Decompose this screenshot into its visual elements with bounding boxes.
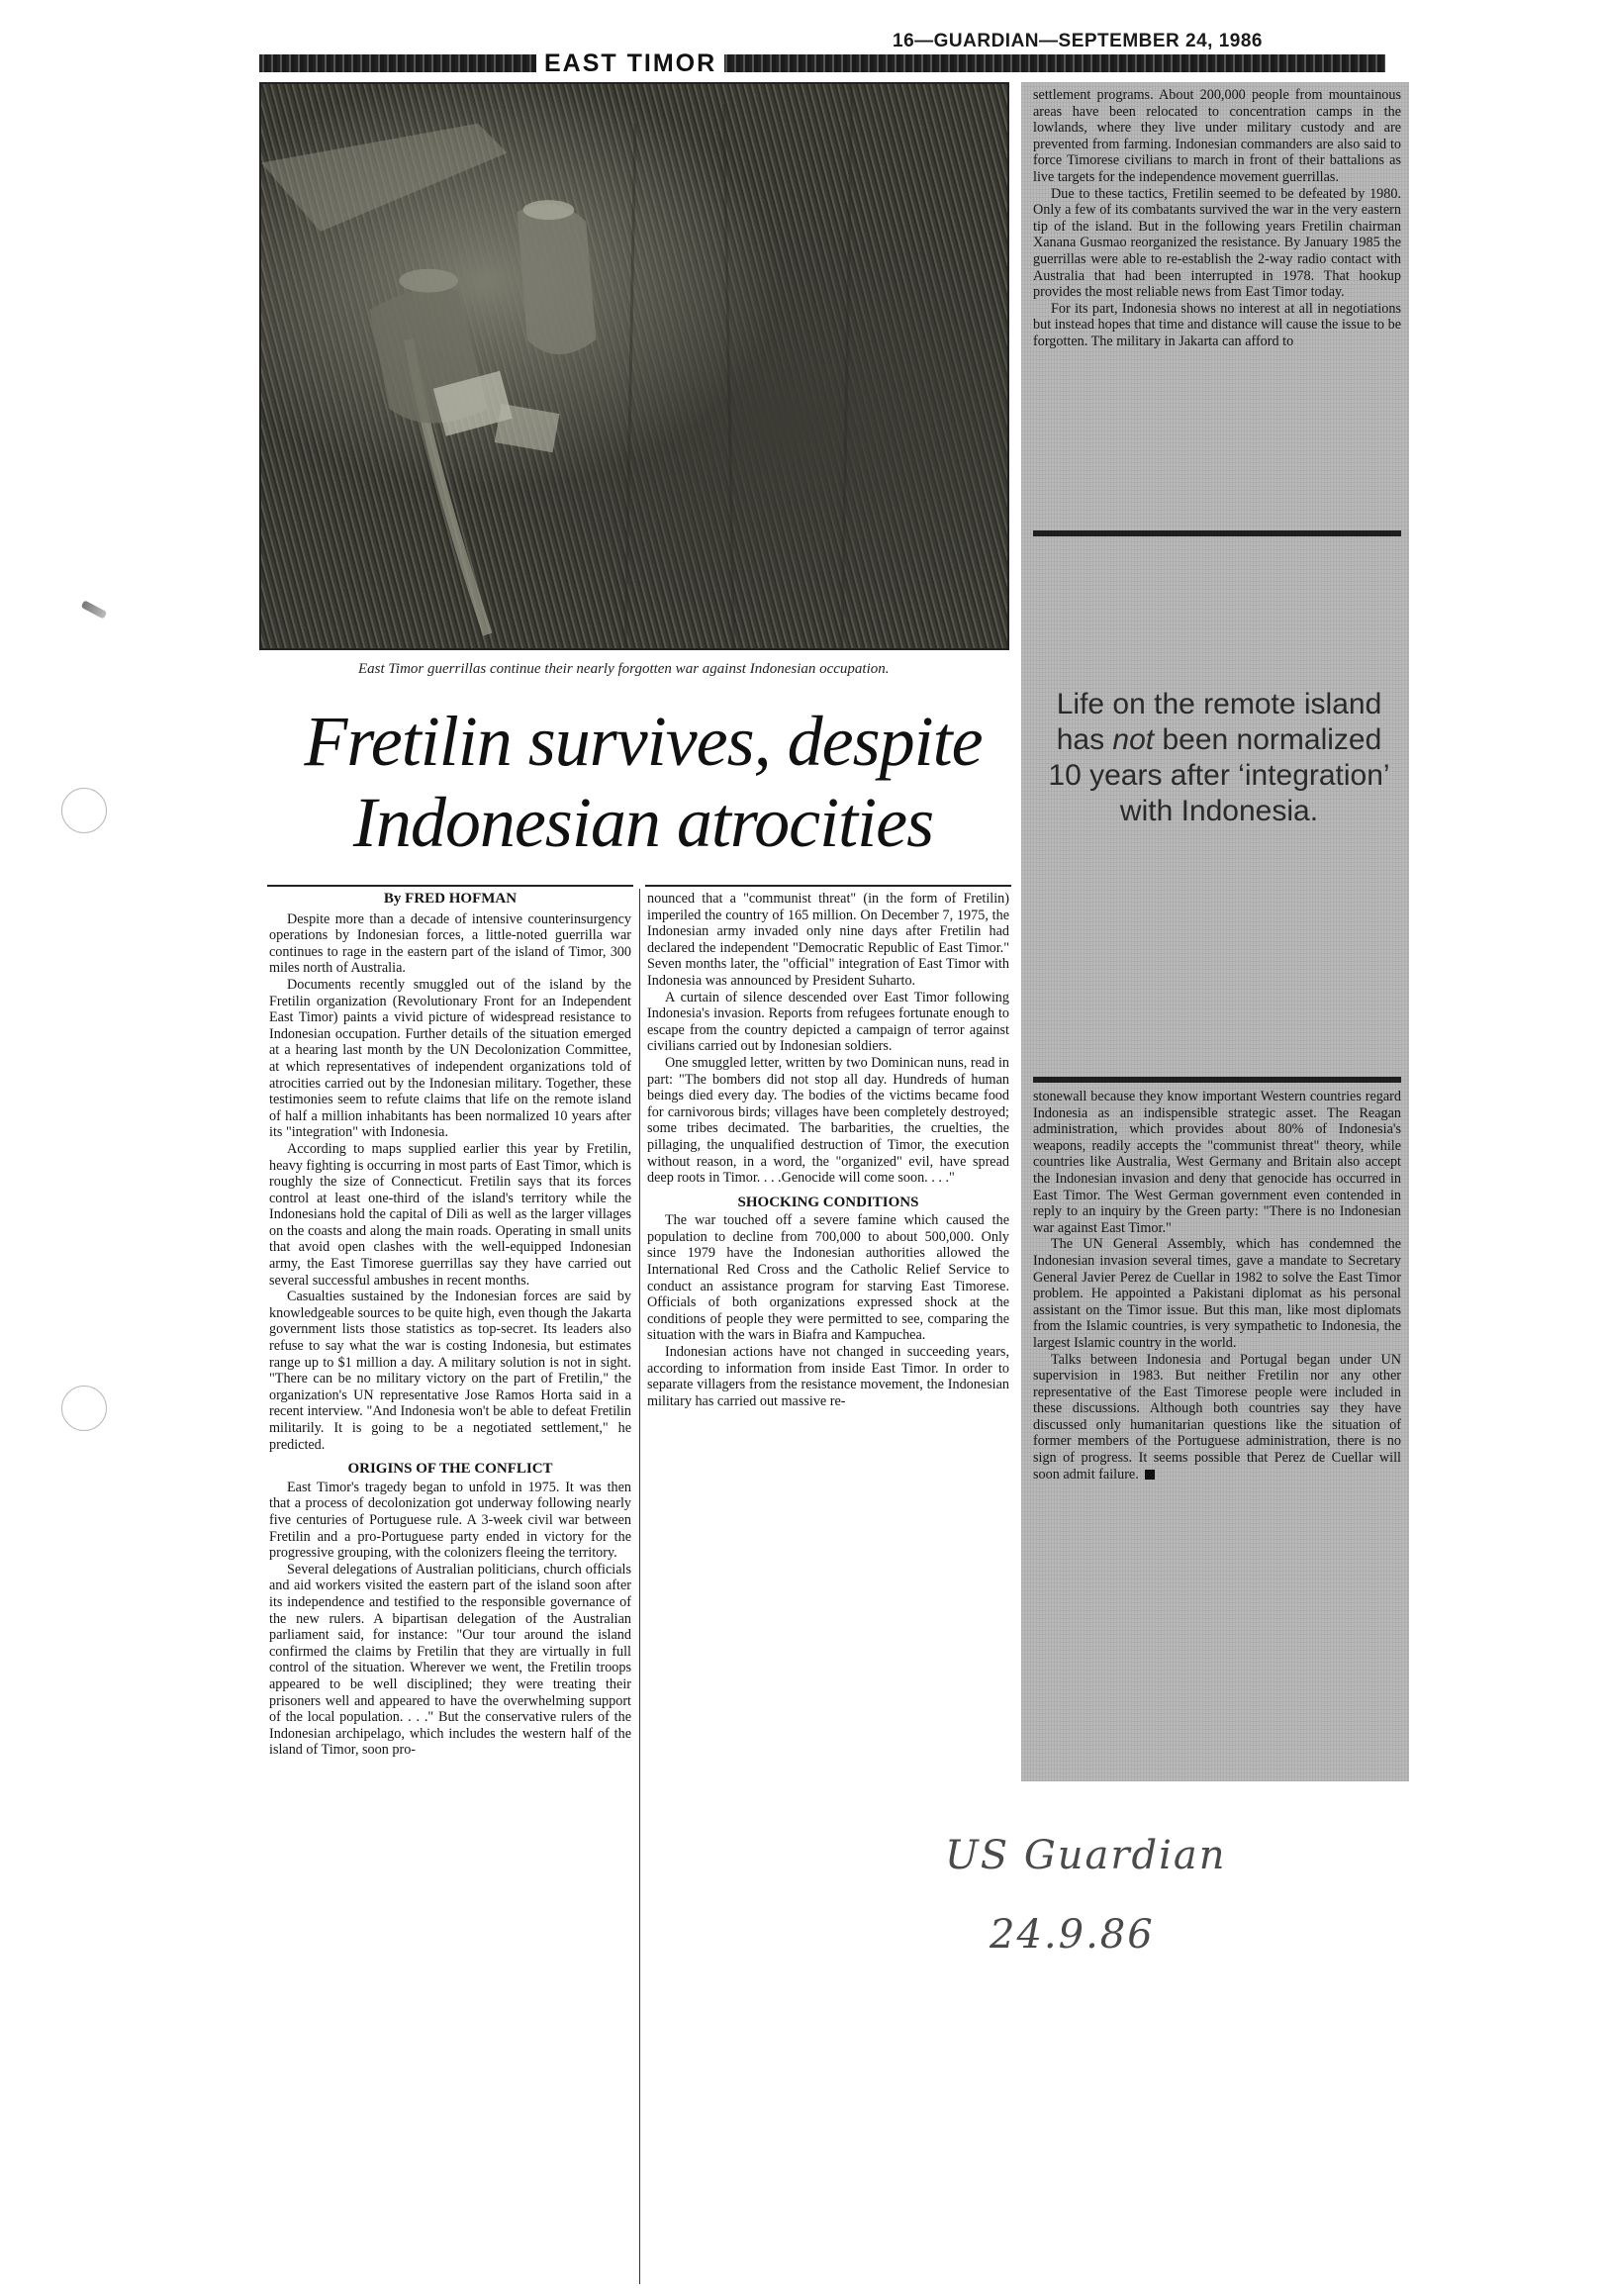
pullquote-rule-top bbox=[1033, 530, 1401, 536]
pullquote-text-1: Life on the remote island has bbox=[1056, 688, 1382, 756]
article-column-1 bbox=[269, 891, 631, 1759]
paragraph bbox=[1033, 1352, 1401, 1483]
newspaper-clipping bbox=[259, 28, 1415, 2264]
paragraph: The UN General Assembly, which has condemned the Indonesian invasion several times, gave a mandate to Secretary General Javier Perez de Cuellar in 1982 to solve the East Timor problem. He appointed a Pakistani diplomat as his personal assistant on the Timor issue. But this man, like most diplomats from the Islamic countries, is very sympathetic to Indonesia, the largest Islamic country in the world. bbox=[1033, 1236, 1401, 1351]
paragraph: Casualties sustained by the Indonesian forces are said by knowledgeable sources to be quite high, even though the Jakarta government lists those statistics as top-secret. Its leaders also refuse to say what the war is costing Indonesia, but estimates range up to $1 million a day. A military solution is not in sight. "There can be no military victory on the part of Fretilin," the organization's UN representative Jose Ramos Horta said in a recent interview. "And Indonesia won't be able to defeat Fretilin militarily. It is going to be a negotiated settlement," he predicted. bbox=[269, 1289, 631, 1453]
headline-line-1: Fretilin survives, despite bbox=[304, 702, 983, 781]
paragraph: Despite more than a decade of intensive counterinsurgency operations by Indonesian forces, a little-noted guerrilla war continues to rage in the eastern part of the island of Timor, 300 miles north of Australia. bbox=[269, 910, 631, 977]
paragraph: According to maps supplied earlier this year by Fretilin, heavy fighting is occurring in most parts of East Timor, which is roughly the size of Connecticut. Fretilin says that its forces control at least one-third of the island's territory while the Indonesians hold the capital of Dili as well as the larger villages on the coasts and along the main roads. Operating in small units that avoid open clashes with the well-equipped Indonesian army, the East Timorese guerrillas say they have carried out several successful ambushes in recent months. bbox=[269, 1140, 631, 1289]
subheading-shocking: SHOCKING CONDITIONS bbox=[737, 1194, 919, 1210]
paragraph: Several delegations of Australian politicians, church officials and aid workers visited the eastern part of the island soon after its independence and testified to the responsible governance of the new rulers. A bipartisan delegation of the Australian parliament said, for instance: "Our tour around the island confirmed the claims by Fretilin that they are virtually in full control of the situation. Wherever we went, the Fretilin troops appeared to be well disciplined; they were treating their prisoners well and appeared to have the overwhelming support of the local population. . . ." But the conservative rulers of the Indonesian archipelago, which includes the western half of the island of Timor, soon pro- bbox=[269, 1561, 631, 1759]
paragraph: Documents recently smuggled out of the island by the Fretilin organization (Revolutionary Front for an Independent East Timor) paints a vivid picture of widespread resistance to Indonesian occupation. Further details of the situation emerged at a hearing last month by the UN Decolonization Committee, at which representatives of independent organizations told of atrocities carried out by the Indonesian military. Together, these testimonies seem to refute claims that life on the remote island of half a million inhabitants has been normalized 10 years after its "integration" with Indonesia. bbox=[269, 976, 631, 1141]
headline-line-2: Indonesian atrocities bbox=[352, 783, 934, 862]
column-rule-top-left bbox=[267, 885, 633, 887]
column-rule-top-mid bbox=[645, 885, 1011, 887]
handwritten-date: 24.9.86 bbox=[990, 1912, 1155, 1958]
paragraph: A curtain of silence descended over East Timor following Indonesia's invasion. Reports from refugees fortunate enough to escape from the country depicted a campaign of terror against civilians carried out by Indonesian soldiers. bbox=[647, 989, 1009, 1055]
dateline: 16—GUARDIAN—SEPTEMBER 24, 1986 bbox=[893, 31, 1263, 51]
paragraph: Due to these tactics, Fretilin seemed to be defeated by 1980. Only a few of its combatants survived the war in the very eastern tip of the island. But in the following years Fretilin chairman Xanana Gusmao reorganized the resistance. By January 1985 the guerrillas were able to re-establish the 2-way radio contact with Australia that had been interrupted in 1978. That hookup provides the most reliable news from East Timor today. bbox=[1033, 185, 1401, 301]
punch-hole-top bbox=[61, 788, 107, 833]
paragraph: For its part, Indonesia shows no interest at all in negotiations but instead hopes that time and distance will cause the issue to be forgotten. The military in Jakarta can afford to bbox=[1033, 300, 1401, 349]
section-bar bbox=[259, 54, 1385, 72]
end-mark bbox=[1145, 1470, 1155, 1480]
pencil-mark bbox=[81, 600, 108, 619]
column-divider-1 bbox=[639, 889, 640, 2284]
paragraph: settlement programs. About 200,000 people from mountainous areas have been relocated to concentration camps in the lowlands, where they live under military custody and are prevented from farming. Indonesian commanders are also said to force Timorese civilians to march in front of their battalions as live targets for the independence movement guerrillas. bbox=[1033, 87, 1401, 185]
article-column-2 bbox=[647, 891, 1009, 1409]
paragraph: stonewall because they know important Western countries regard Indonesia as an indispensible strategic asset. The Reagan administration, which provides about 80% of Indonesia's weapons, readily accepts the "communist threat" theory, while countries like Australia, West Germany and Britain also accept the Indonesian invasion and deny that genocide has occurred in East Timor. The West German government even contended in reply to an inquiry by the Green party: "There is no Indonesian war against East Timor." bbox=[1033, 1089, 1401, 1236]
section-label: EAST TIMOR bbox=[536, 51, 724, 75]
paragraph-text: Talks between Indonesia and Portugal began under UN supervision in 1983. But neither Fretilin nor any other representative of the East Timorese people were included in these discussions. Although both countries say they have discussed only humanitarian questions like the situation of former members of the Portuguese administration, there is no sign of progress. It seems possible that Perez de Cuellar will soon admit failure. bbox=[1033, 1351, 1401, 1483]
photo-illustration bbox=[261, 84, 1007, 648]
punch-hole-bottom bbox=[61, 1386, 107, 1431]
subheading-origins: ORIGINS OF THE CONFLICT bbox=[347, 1461, 553, 1478]
headline bbox=[267, 701, 1019, 863]
byline: By FRED HOFMAN bbox=[383, 891, 518, 907]
pullquote-text-2: been normalized 10 years after ‘integration’ with Indonesia. bbox=[1048, 723, 1390, 827]
paragraph: The war touched off a severe famine which caused the population to decline from 700,000 to about 500,000. Only since 1979 have the Indonesian authorities allowed the International Red Cross and the Catholic Relief Service to conduct an assistance program for starving East Timorese. Officials of both organizations expressed shock at the conditions of people they were permitted to see, comparing the situation with the wars in Biafra and Kampuchea. bbox=[647, 1212, 1009, 1344]
photo-caption: East Timor guerrillas continue their nearly forgotten war against Indonesian occupation. bbox=[358, 661, 890, 677]
pullquote bbox=[1041, 538, 1397, 1093]
handwritten-source: US Guardian bbox=[945, 1833, 1227, 1878]
pullquote-rule-bottom bbox=[1033, 1077, 1401, 1083]
paragraph: One smuggled letter, written by two Dominican nuns, read in part: "The bombers did not stop all day. Hundreds of human beings died every day. The bodies of the victims became food for carnivorous birds; villages have been completely destroyed; some tribes decimated. The barbarities, the cruelties, the pillaging, the unqualified destruction of Timor, the execution without reason, in a word, the "organized" evil, have spread deep roots in Timor. . . .Genocide will come soon. . . ." bbox=[647, 1054, 1009, 1187]
paragraph: Indonesian actions have not changed in succeeding years, according to information from inside East Timor. In order to separate villagers from the resistance movement, the Indonesian military has carried out massive re- bbox=[647, 1344, 1009, 1409]
paragraph: nounced that a "communist threat" (in the form of Fretilin) imperiled the country of 165 million. On December 7, 1975, the Indonesian army invaded only nine days after Fretilin had declared the independent "Democratic Republic of East Timor." Seven months later, the "official" integration of East Timor with Indonesia was announced by President Suharto. bbox=[647, 891, 1009, 989]
paragraph: East Timor's tragedy began to unfold in 1975. It was then that a process of decolonization got underway following nearly five centuries of Portuguese rule. A 3-week civil war between Fretilin and a pro-Portuguese party ended in victory for the progressive grouping, with the colonizers fleeing the territory. bbox=[269, 1479, 631, 1562]
guerrilla-photo bbox=[259, 82, 1009, 650]
article-column-3-top bbox=[1033, 87, 1401, 350]
article-column-3-bottom bbox=[1033, 1089, 1401, 1483]
pullquote-emphasis: not bbox=[1112, 723, 1155, 756]
